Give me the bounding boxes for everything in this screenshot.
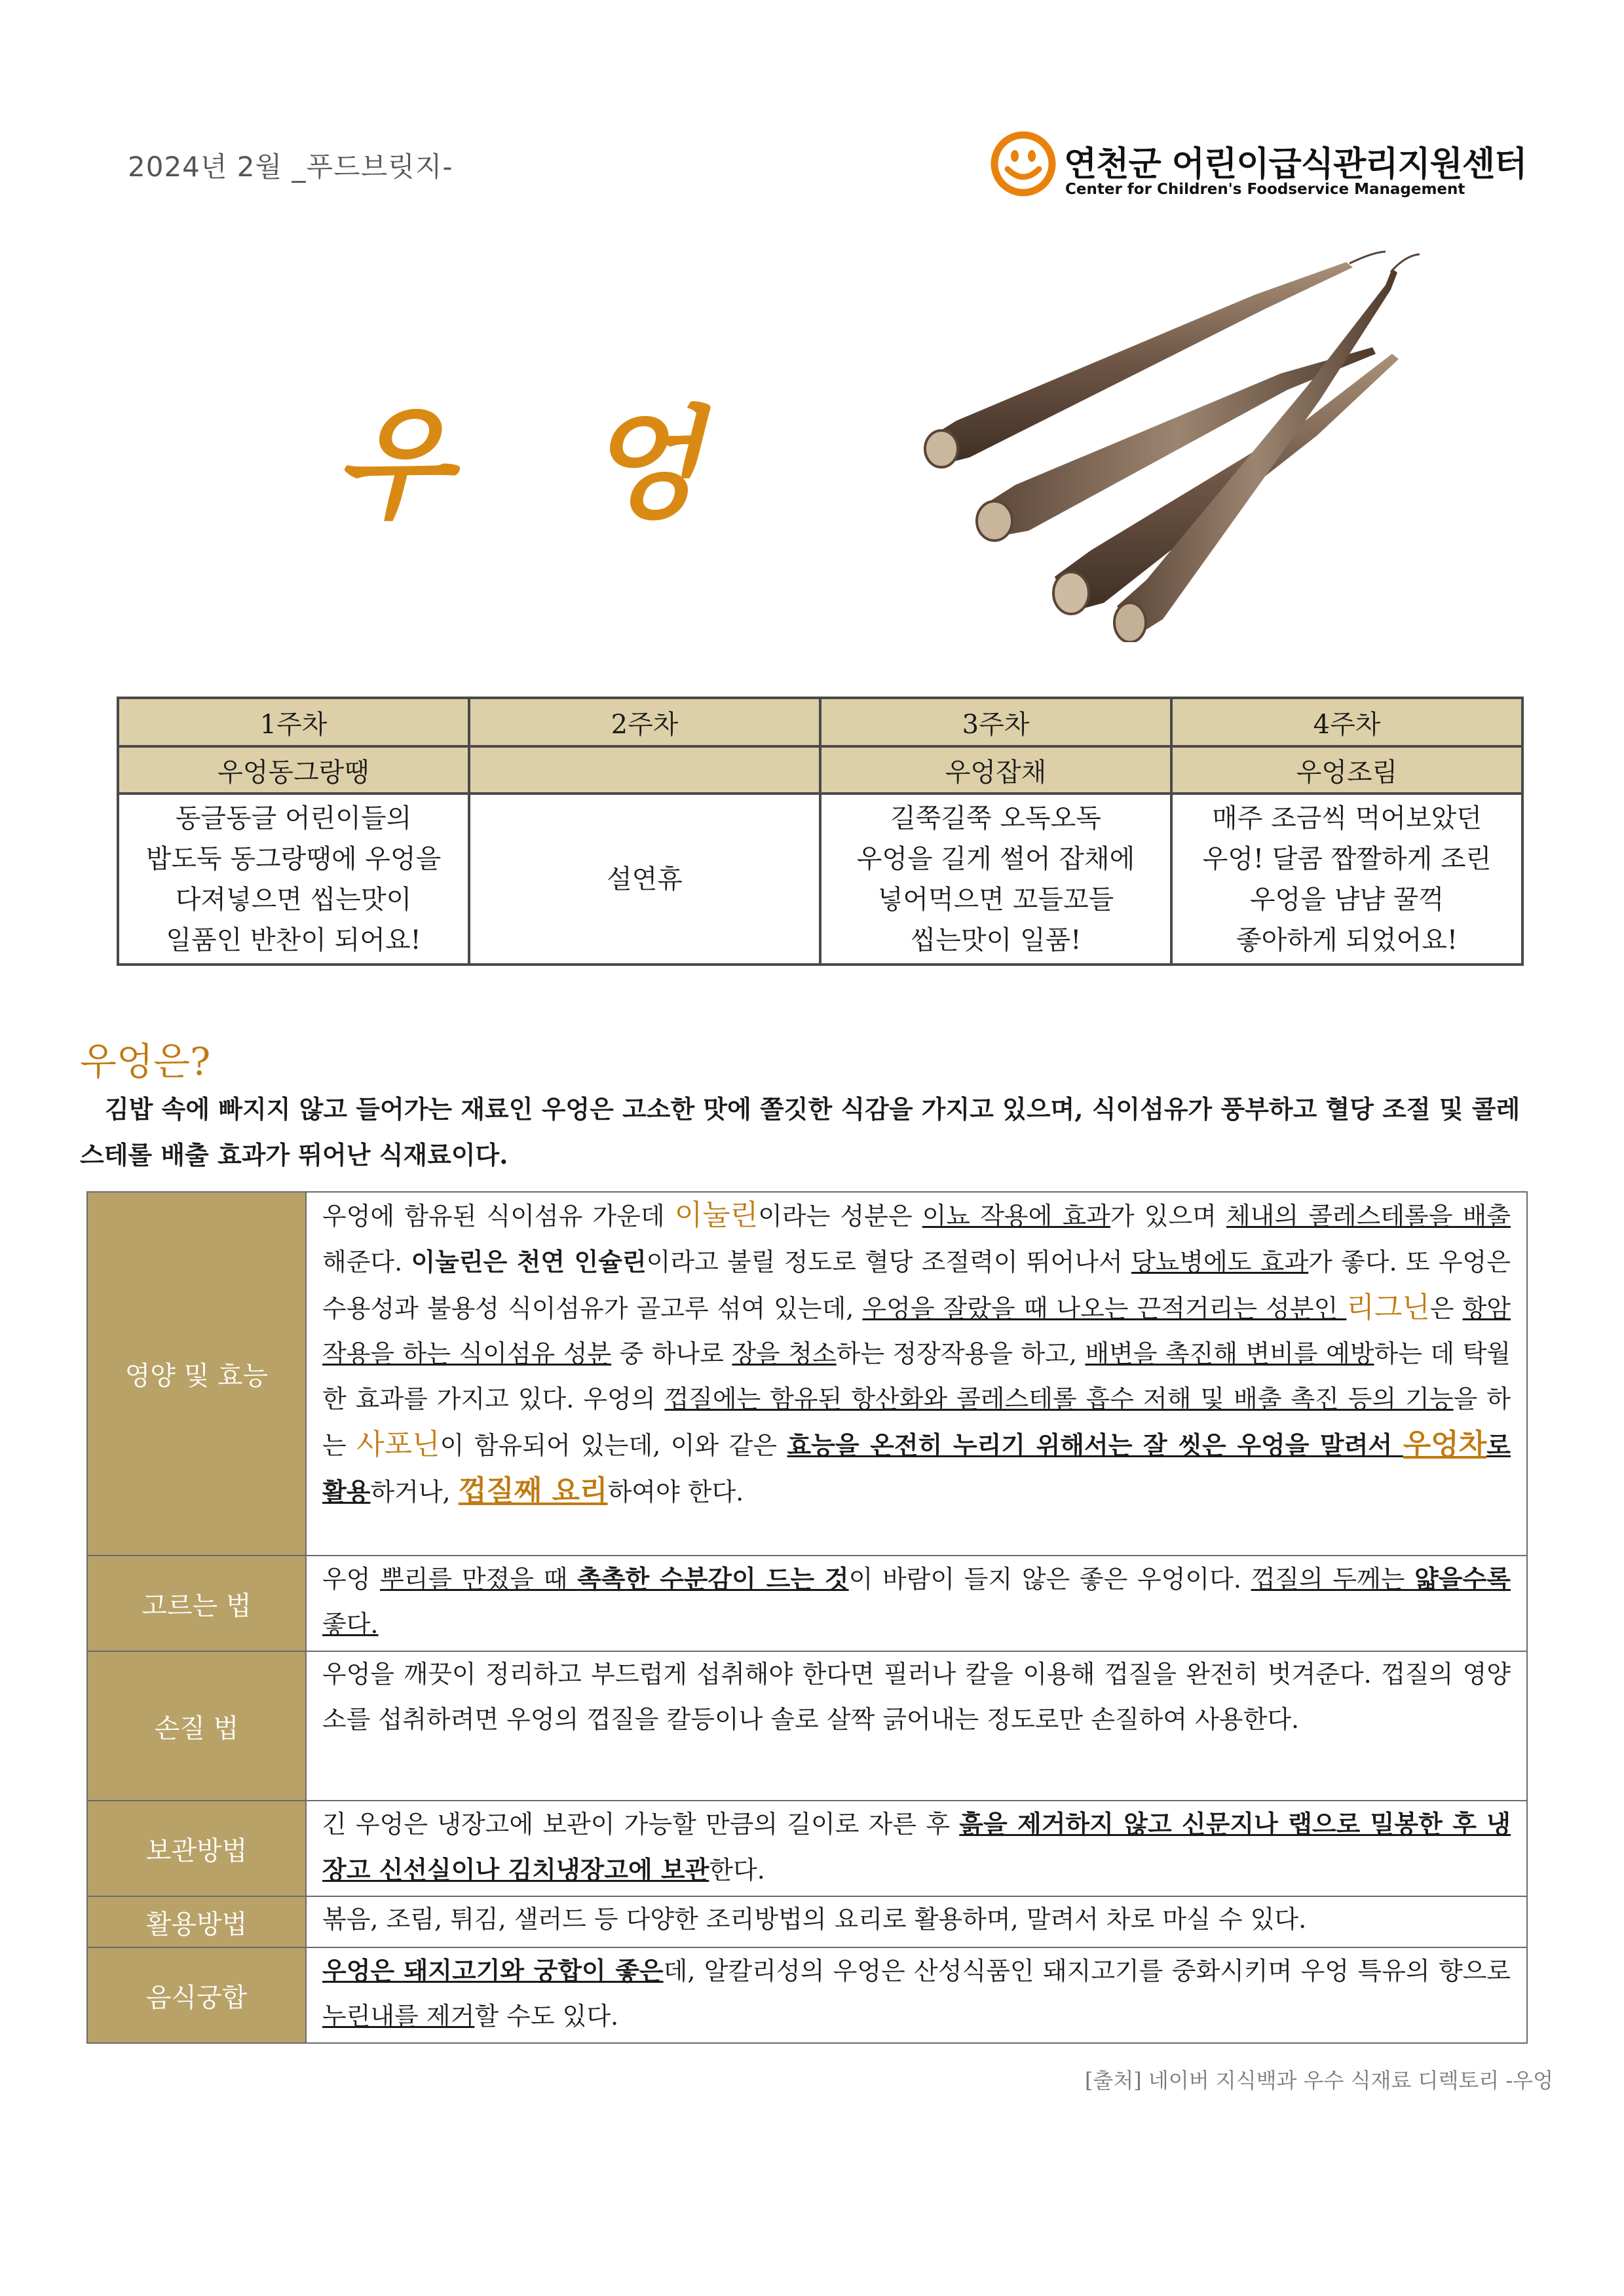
underline-text: 우엉을 잘랐을 때 나오는 끈적거리는 성분인 [862, 1294, 1347, 1323]
underline-text: 항암작용을 하는 식이섬유 성분 [322, 1294, 1511, 1368]
text: 한다. [709, 1856, 765, 1885]
desc-line: 좋아하게 되었어요! [1236, 925, 1458, 955]
bold-underline-text: 우엉은 돼지고기와 궁합이 좋은 [322, 1956, 664, 1985]
desc-line: 넣어먹으면 꼬들꼬들 [877, 884, 1114, 915]
week-2-menu [469, 746, 820, 794]
section-title: 우엉은? [80, 1039, 211, 1084]
underline-text: 누린내를 제거 [322, 2002, 475, 2031]
underline-text: 껍질의 두께는 [1251, 1565, 1415, 1594]
source-citation: [출처] 네이버 지식백과 우수 식재료 디렉토리 -우엉 [1084, 2068, 1553, 2093]
text: 이라고 불릴 정도로 혈당 조절력이 뛰어나서 [646, 1248, 1131, 1276]
choose-label: 고르는 법 [87, 1556, 306, 1651]
week-2-description [469, 794, 820, 965]
bold-underline-text: 효능을 온전히 누리기 위해서는 잘 씻은 우엉을 말려서 [787, 1430, 1403, 1460]
week-1-description [118, 794, 469, 965]
text: 할 수도 있다. [474, 2002, 619, 2031]
highlight-with-skin: 껍질째 요리 [458, 1474, 608, 1508]
text: 우엉 [322, 1565, 381, 1594]
desc-line: 일품인 반찬이 되어요! [166, 925, 421, 955]
page-title: 우 엉 [334, 394, 748, 535]
desc-line: 씹는맛이 일품! [910, 925, 1082, 955]
text: 데, 알칼리성의 우엉은 산성식품인 돼지고기를 중화시키며 우엉 특유의 향으로 [663, 1957, 1511, 1985]
highlight-lignin: 리그닌 [1346, 1291, 1430, 1324]
week-3-header: 3주차 [820, 698, 1171, 746]
week-4-menu: 우엉조림 [1171, 746, 1522, 794]
text: 긴 우엉은 냉장고에 보관이 가능할 만큼의 길이로 자른 후 [322, 1810, 960, 1839]
underline-text: 체내의 콜레스테롤을 배출 [1226, 1202, 1511, 1231]
desc-line: 우엉을 냠냠 꿀꺽 [1250, 884, 1444, 915]
underline-text: 좋다. [322, 1610, 379, 1639]
text: 은 [1429, 1294, 1463, 1323]
desc-line: 우엉을 길게 썰어 잡채에 [856, 843, 1135, 874]
usage-label: 활용방법 [87, 1896, 306, 1947]
bold-underline-text: 얇을수록 [1414, 1564, 1511, 1594]
week-1-header: 1주차 [118, 698, 469, 746]
text: 이라는 성분은 [758, 1202, 922, 1231]
burdock-info-table [86, 1191, 1528, 2044]
desc-line: 길쭉길쭉 오독오독 [890, 803, 1101, 833]
bold-underline-text: 촉촉한 수분감이 드는 것 [577, 1564, 849, 1594]
desc-line: 우엉! 달콤 짭짤하게 조린 [1202, 843, 1492, 874]
pairing-content [306, 1947, 1527, 2043]
org-logo [991, 131, 1528, 203]
nutrition-label: 영양 및 효능 [87, 1192, 306, 1556]
week-1-menu: 우엉동그랑땡 [118, 746, 469, 794]
weekly-menu-table [117, 697, 1524, 966]
intro-paragraph: 김밥 속에 빠지지 않고 들어가는 재료인 우엉은 고소한 맛에 쫄깃한 식감을 가지고 있으며, 식이섬유가 풍부하고 혈당 조절 및 콜레스테롤 배출 효과가 뛰어난 식재료이다. [80, 1094, 1520, 1170]
desc-line: 매주 조금씩 먹어보았던 [1212, 803, 1482, 833]
bold-underline-text: 흙을 제거하지 않고 신문지나 랩으로 밀봉한 후 냉장고 신선실이나 김치냉장고에 보관 [322, 1809, 1511, 1885]
header-date: 2024년 2월 _푸드브릿지- [128, 151, 453, 183]
week-3-menu: 우엉잡채 [820, 746, 1171, 794]
bold-underline-text: 로 활용 [322, 1430, 1511, 1506]
desc-line: 밥도둑 동그랑땡에 우엉을 [145, 843, 442, 874]
highlight-saponin: 사포닌 [356, 1428, 440, 1461]
underline-text: 뿌리를 만졌을 때 [380, 1565, 578, 1594]
desc-line: 설연휴 [607, 864, 683, 894]
desc-line: 다져넣으면 씹는맛이 [175, 884, 412, 915]
text: 하여야 한다. [607, 1478, 744, 1506]
highlight-inulin: 이눌린 [674, 1198, 759, 1232]
underline-text: 배변을 촉진해 변비를 예방 [1085, 1339, 1374, 1368]
nutrition-content [306, 1192, 1527, 1556]
text: 을 하는 [322, 1385, 1511, 1460]
usage-content: 볶음, 조림, 튀김, 샐러드 등 다양한 조리방법의 요리로 활용하며, 말려서 차로 마실 수 있다. [306, 1896, 1527, 1947]
week-3-description [820, 794, 1171, 965]
text: 중 하나로 [611, 1339, 732, 1368]
week-4-description [1171, 794, 1522, 965]
week-2-header: 2주차 [469, 698, 820, 746]
org-name: 연천군 어린이급식관리지원센터 [1064, 145, 1527, 184]
text: 이 함유되어 있는데, 이와 같은 [440, 1431, 787, 1460]
burdock-root-image [888, 249, 1464, 642]
prep-label: 손질 법 [87, 1651, 306, 1801]
storage-content [306, 1801, 1527, 1896]
bold-text: 이눌린은 천연 인슐린 [411, 1247, 647, 1276]
underline-text: 이뇨 작용에 효과 [922, 1202, 1110, 1231]
week-4-header: 4주차 [1171, 698, 1522, 746]
text: 해준다. [322, 1248, 411, 1276]
highlight-burdock-tea: 우엉차 [1403, 1428, 1487, 1461]
text: 하는 정장작용을 하고, [836, 1339, 1086, 1368]
underline-text: 당뇨병에도 효과 [1131, 1248, 1309, 1276]
desc-line: 동글동글 어린이들의 [175, 803, 412, 833]
prep-content: 우엉을 깨끗이 정리하고 부드럽게 섭취해야 한다면 필러나 칼을 이용해 껍질을 완전히 벗겨준다. 껍질의 영양소를 섭취하려면 우엉의 껍질을 칼등이나 솔로 살짝 긁어내는 정도로만 손질하여 사용한다. [306, 1651, 1527, 1801]
text: 우엉에 함유된 식이섬유 가운데 [322, 1202, 675, 1231]
text: 하거나, [370, 1478, 459, 1506]
smiley-face-icon [991, 131, 1056, 197]
org-subtitle: Center for Children's Foodservice Management [1065, 181, 1465, 198]
text: 이 바람이 들지 않은 좋은 우엉이다. [848, 1565, 1251, 1594]
choose-content [306, 1556, 1527, 1651]
underline-text: 장을 청소 [732, 1339, 837, 1368]
text: 가 있으며 [1110, 1202, 1226, 1231]
pairing-label: 음식궁합 [87, 1947, 306, 2043]
underline-text: 껍질에는 함유된 항산화와 콜레스테롤 흡수 저해 및 배출 촉진 등의 기능 [664, 1385, 1454, 1413]
storage-label: 보관방법 [87, 1801, 306, 1896]
text: 하는 데 탁월한 효과를 가지고 있다. 우엉의 [322, 1339, 1511, 1413]
text: 가 좋다. 또 우엉은 수용성과 불용성 식이섬유가 골고루 섞여 있는데, [322, 1248, 1511, 1323]
